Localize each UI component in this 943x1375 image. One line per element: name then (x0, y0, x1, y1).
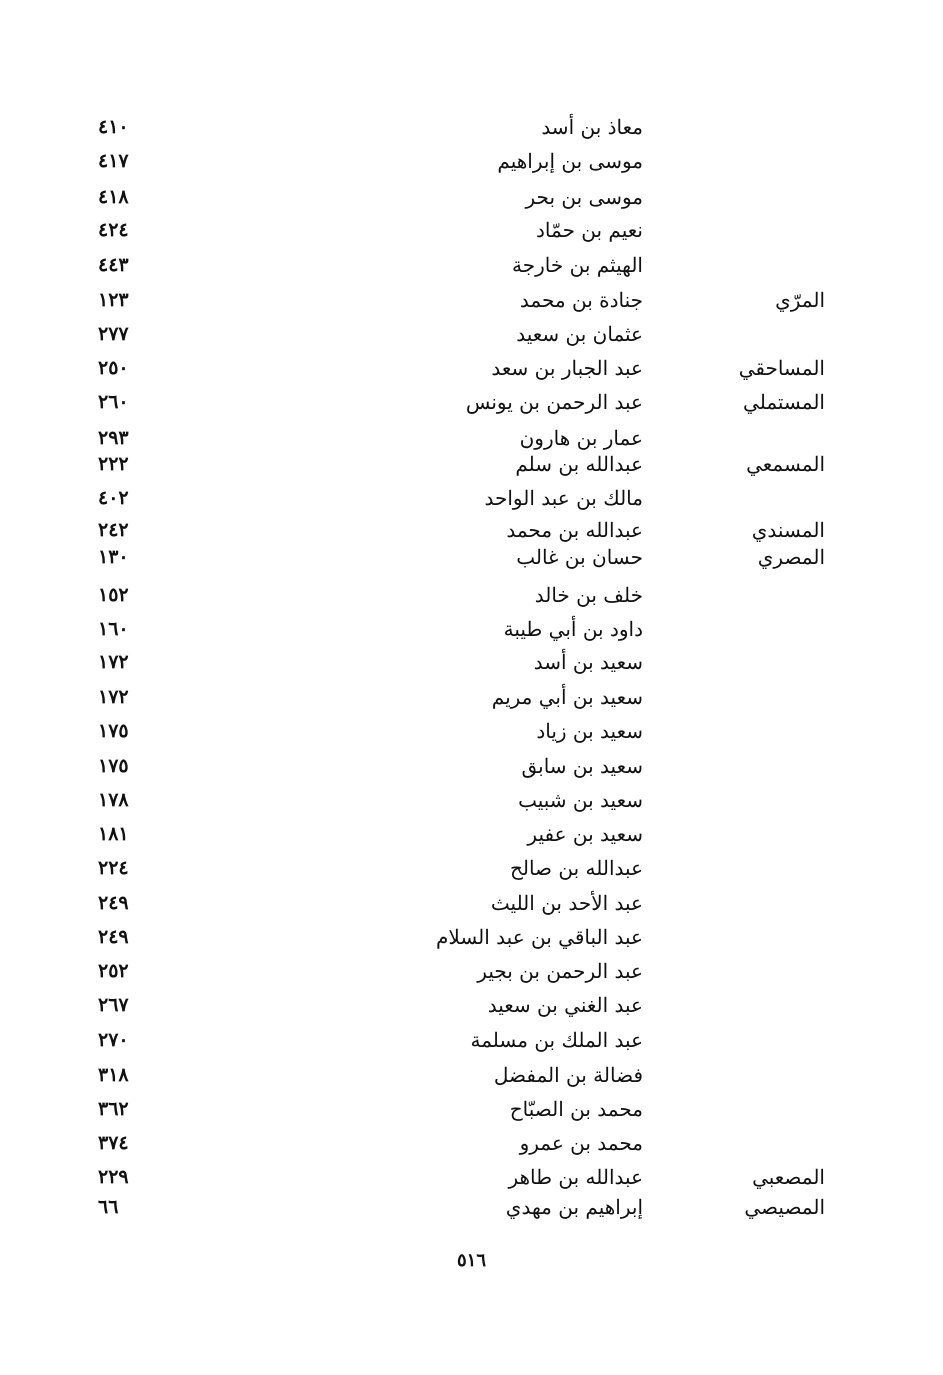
entry-name: موسى بن بحر (525, 185, 643, 209)
entry-nisba: المسمعي (746, 452, 825, 476)
index-entry-row (0, 1092, 943, 1126)
entry-name: جنادة بن محمد (519, 288, 643, 312)
entry-page-number: ١٣٠ (98, 546, 129, 568)
index-entry-row (0, 1190, 943, 1224)
entry-name: سعيد بن سابق (521, 754, 643, 778)
entry-name: مالك بن عبد الواحد (484, 486, 643, 510)
entry-name: سعيد بن شبيب (518, 788, 643, 812)
index-entry-row (0, 213, 943, 247)
entry-name: عثمان بن سعيد (516, 322, 643, 346)
entry-name: عبد الجبار بن سعد (491, 356, 643, 380)
index-entry-row (0, 1058, 943, 1092)
entry-name: عبد الملك بن مسلمة (470, 1028, 643, 1052)
entry-page-number: ٢٤٩ (98, 926, 129, 948)
entry-page-number: ٤٢٤ (98, 219, 129, 241)
entry-name: الهيثم بن خارجة (512, 253, 643, 277)
entry-page-number: ٤١٠ (98, 116, 129, 138)
index-entry-row (0, 954, 943, 988)
entry-name: نعيم بن حمّاد (536, 218, 643, 242)
entry-page-number: ١٧٨ (98, 789, 129, 811)
entry-name: عبد الرحمن بن بجير (477, 959, 643, 983)
entry-page-number: ٢٢٢ (98, 453, 129, 475)
entry-page-number: ٣١٨ (98, 1064, 129, 1086)
entry-page-number: ١٥٢ (98, 584, 129, 606)
entry-page-number: ٢٧٧ (98, 323, 129, 345)
index-entry-row (0, 481, 943, 515)
entry-page-number: ٤٠٢ (98, 487, 129, 509)
index-entry-row (0, 612, 943, 646)
index-entry-row (0, 1160, 943, 1194)
index-entry-row (0, 248, 943, 282)
entry-page-number: ٢٦٠ (98, 391, 129, 413)
index-entry-row (0, 714, 943, 748)
index-entry-row (0, 144, 943, 178)
index-entry-row (0, 920, 943, 954)
index-entry-row (0, 645, 943, 679)
index-entry-row (0, 1023, 943, 1057)
index-entry-row (0, 578, 943, 612)
entry-name: سعيد بن زياد (536, 719, 643, 743)
index-entry-row (0, 385, 943, 419)
index-entry-row (0, 1126, 943, 1160)
entry-page-number: ١٧٢ (98, 686, 129, 708)
index-entry-row (0, 180, 943, 214)
index-entry-row (0, 540, 943, 574)
index-entry-row (0, 317, 943, 351)
entry-page-number: ٢٢٩ (98, 1166, 129, 1188)
entry-name: داود بن أبي طيبة (503, 617, 643, 641)
entry-name: إبراهيم بن مهدي (505, 1195, 643, 1219)
entry-name: عبد الباقي بن عبد السلام (436, 925, 643, 949)
index-entry-row (0, 783, 943, 817)
entry-name: محمد بن عمرو (519, 1131, 643, 1155)
index-entry-row (0, 851, 943, 885)
entry-nisba: المصيصي (744, 1195, 825, 1219)
entry-page-number: ١٦٠ (98, 618, 129, 640)
entry-page-number: ٢٩٣ (98, 427, 129, 449)
entry-page-number: ٢٢٤ (98, 857, 129, 879)
entry-name: فضالة بن المفضل (493, 1063, 643, 1087)
index-entry-row (0, 110, 943, 144)
entry-page-number: ٣٧٤ (98, 1132, 129, 1154)
entry-nisba: المسندي (751, 518, 825, 542)
entry-name: عبد الرحمن بن يونس (465, 390, 643, 414)
entry-page-number: ٦٦ (98, 1196, 119, 1218)
index-entry-row (0, 817, 943, 851)
entry-name: عمار بن هارون (519, 426, 643, 450)
entry-page-number: ٢٤٢ (98, 519, 129, 541)
entry-name: عبدالله بن محمد (506, 518, 643, 542)
entry-page-number: ٢٥٠ (98, 357, 129, 379)
entry-nisba: المساحقي (738, 356, 825, 380)
entry-page-number: ٢٦٧ (98, 994, 129, 1016)
entry-name: عبدالله بن صالح (509, 856, 643, 880)
entry-page-number: ٢٧٠ (98, 1029, 129, 1051)
entry-name: سعيد بن أسد (533, 650, 643, 674)
index-entry-row (0, 988, 943, 1022)
entry-name: حسان بن غالب (516, 545, 643, 569)
entry-page-number: ١٧٥ (98, 720, 129, 742)
entry-page-number: ٣٦٢ (98, 1098, 129, 1120)
entry-name: محمد بن الصبّاح (509, 1097, 643, 1121)
index-entry-row (0, 886, 943, 920)
entry-name: موسى بن إبراهيم (497, 149, 643, 173)
entry-name: عبد الأحد بن الليث (490, 891, 643, 915)
entry-page-number: ٢٥٢ (98, 960, 129, 982)
entry-nisba: المستملي (743, 390, 825, 414)
page-number-footer: ٥١٦ (456, 1250, 486, 1271)
entry-page-number: ٤١٧ (98, 150, 129, 172)
entry-nisba: المرّي (775, 288, 825, 312)
entry-page-number: ١٨١ (98, 823, 129, 845)
index-entry-row (0, 447, 943, 481)
entry-nisba: المصري (757, 545, 825, 569)
entry-page-number: ١٢٣ (98, 289, 129, 311)
entry-name: معاذ بن أسد (541, 115, 643, 139)
index-entry-row (0, 680, 943, 714)
entry-page-number: ٤١٨ (98, 186, 129, 208)
entry-name: سعيد بن عفير (527, 822, 643, 846)
entry-page-number: ١٧٢ (98, 651, 129, 673)
entry-nisba: المصعبي (752, 1165, 825, 1189)
entry-name: عبدالله بن طاهر (508, 1165, 643, 1189)
entry-page-number: ٤٤٣ (98, 254, 129, 276)
entry-name: عبد الغني بن سعيد (487, 993, 643, 1017)
entry-page-number: ١٧٥ (98, 755, 129, 777)
entry-name: عبدالله بن سلم (515, 452, 643, 476)
index-entry-row (0, 749, 943, 783)
entry-page-number: ٢٤٩ (98, 892, 129, 914)
entry-name: سعيد بن أبي مريم (491, 685, 643, 709)
index-entry-row (0, 283, 943, 317)
entry-name: خلف بن خالد (534, 583, 643, 607)
index-entry-row (0, 351, 943, 385)
